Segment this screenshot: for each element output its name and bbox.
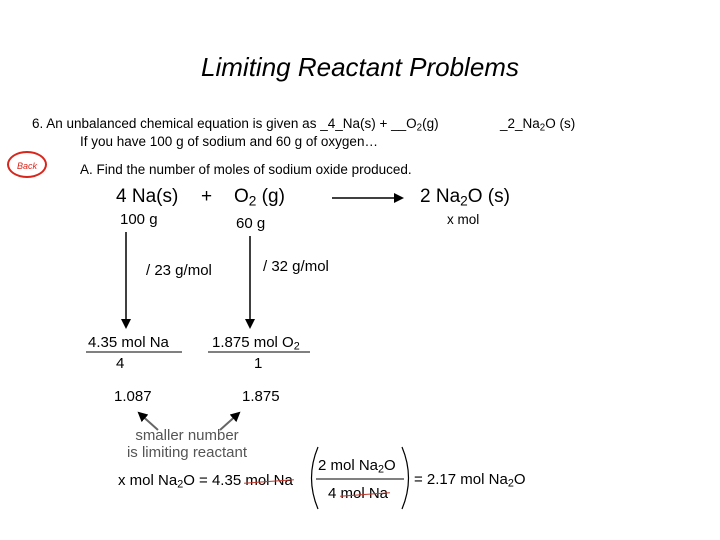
right-parenthesis bbox=[402, 447, 409, 509]
moles-na: 4.35 mol Na bbox=[88, 334, 169, 351]
o2-state: (g) bbox=[422, 116, 439, 131]
equation-o2-subscript: 2 bbox=[248, 193, 257, 209]
note-arrow-right bbox=[220, 413, 239, 430]
equation-product-b: O (s) bbox=[467, 186, 510, 207]
calc-den-cancelled-unit: mol Na bbox=[340, 485, 389, 502]
page-title: Limiting Reactant Problems bbox=[201, 52, 519, 82]
limiting-note-line-2: is limiting reactant bbox=[126, 444, 248, 461]
ratio-o2: 1.875 bbox=[242, 388, 280, 405]
calc-lhs-b: O = 4.35 bbox=[183, 472, 246, 489]
o2-subscript: 2 bbox=[416, 122, 423, 134]
calc-result-subscript: 2 bbox=[507, 477, 514, 490]
calc-lhs-a: x mol Na bbox=[118, 472, 178, 489]
problem-intro: 6. An unbalanced chemical equation is given as bbox=[32, 116, 321, 131]
equation-o2-state: (g) bbox=[256, 186, 285, 207]
moles-o2-divisor: 1 bbox=[254, 355, 263, 372]
back-button[interactable]: Back bbox=[7, 151, 47, 178]
molar-mass-o2: / 32 g/mol bbox=[263, 258, 329, 275]
part-a-question: A. Find the number of moles of sodium oxide produced. bbox=[80, 162, 412, 177]
calc-result-a: = 2.17 mol Na bbox=[414, 471, 508, 488]
equation-plus: + bbox=[201, 186, 213, 207]
ratio-na: 1.087 bbox=[114, 388, 152, 405]
problem-line-2: If you have 100 g of sodium and 60 g of oxygen… bbox=[80, 134, 378, 149]
coef-na2o: _2_ bbox=[500, 116, 523, 131]
left-parenthesis bbox=[312, 447, 319, 509]
equation-product-subscript: 2 bbox=[460, 193, 468, 209]
moles-o2-subscript: 2 bbox=[293, 340, 300, 353]
na2o-b: O (s) bbox=[545, 116, 576, 131]
equation-o2-symbol: O bbox=[234, 186, 249, 207]
coef-na: _4_ bbox=[320, 116, 343, 131]
note-arrow-left bbox=[139, 413, 158, 430]
equation-product-a: 2 Na bbox=[420, 186, 461, 207]
calc-num-b: O bbox=[384, 457, 396, 474]
calc-lhs-cancelled-unit: mol Na bbox=[245, 472, 293, 489]
calc-result-b: O bbox=[513, 471, 526, 488]
na-reactant: Na(s) + bbox=[342, 116, 392, 131]
calc-den-a: 4 bbox=[328, 485, 341, 502]
given-na-mass: 100 g bbox=[120, 211, 158, 228]
equation-na: 4 Na(s) bbox=[116, 186, 179, 207]
na2o-a: Na bbox=[522, 116, 540, 131]
moles-na-divisor: 4 bbox=[116, 355, 125, 372]
calc-num-a: 2 mol Na bbox=[318, 457, 379, 474]
calc-num-subscript: 2 bbox=[378, 463, 385, 476]
calc-lhs-subscript: 2 bbox=[177, 478, 184, 491]
given-o2-mass: 60 g bbox=[236, 215, 266, 232]
o2-reactant: O bbox=[406, 116, 417, 131]
moles-o2-a: 1.875 mol O bbox=[212, 334, 294, 351]
coef-o2: __ bbox=[391, 116, 407, 131]
na2o-subscript: 2 bbox=[539, 122, 546, 134]
limiting-note-line-1: smaller number bbox=[135, 427, 239, 444]
product-amount: x mol bbox=[447, 212, 480, 227]
molar-mass-na: / 23 g/mol bbox=[146, 262, 212, 279]
